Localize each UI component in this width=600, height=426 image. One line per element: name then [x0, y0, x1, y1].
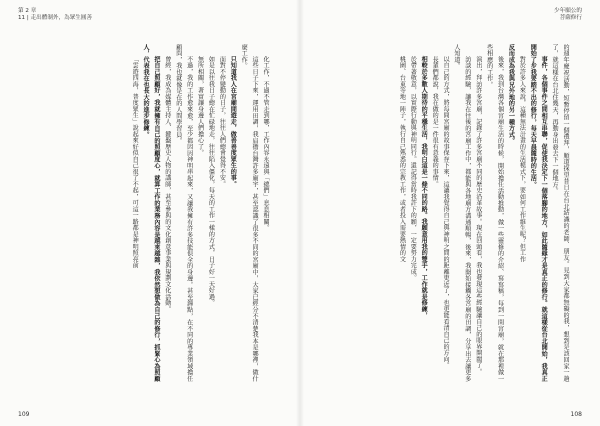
page-number-left: 109: [18, 411, 30, 418]
paragraph: 的週年慶祝活動，短暫停留一個禮拜，順道探望昔日在台北結識的老師、朋友。見到大家都無礙的我，想到是該回家一趟了，就這樣在台北住幾天，再動身出發去下一個地方。: [551, 44, 569, 382]
book-title: 少年願公的: [554, 8, 582, 14]
paragraph-emphasis: 相較於多數人期待的平穩生活，我明白這是一條不同的路。我願意用我的雙手，工作就是修練，: [420, 56, 428, 319]
paragraph: 長輩們都說，我在做的是一件很有意義的事情。: [431, 56, 439, 188]
paragraph: 如是以往我日子總在忙碌地走，往往陷入僵化，每天的工作一樣的方式，日子好一天好過。: [207, 56, 215, 307]
right-page: [300, 0, 600, 426]
paragraph: 於帶著敬意，以實際行動與神明同行。還記得當時我許下的願，一定要努力完成。: [409, 56, 417, 282]
paragraph-emphasis: 反而成為我與兄外地的另一種方式。: [507, 44, 515, 144]
running-header-right: [554, 8, 582, 22]
paragraph: 後來，我到台灣各個宮廟生活的時候，開始擔任活動推動，做一些靈修的介紹、寫寫稿，每到一間宮廟，就在那裡做一些相應的工作。: [485, 44, 504, 382]
paragraph: 曾經，我成為媒體主持人、鍵盤歷史人物的講師，甚至參與的文化創意事業與規劃文化活動。: [163, 56, 171, 313]
paragraph: 化工作，不過不管走到哪，工作內容永遠與「總們」息息相關。: [262, 56, 269, 232]
right-page-body: [322, 44, 570, 382]
paragraph: 演出，拜訪許多宮廟，記錄了許多宮廟不同的歷史沿革故事。現在回頭看，我也發現這些經驗讓自己的眼界開闊了。: [474, 56, 482, 375]
paragraph: 「雲遊四海，普度眾生」說起來好似自己很了不起，可這一路都是神明照亮前: [131, 56, 139, 269]
paragraph: 不過，我的工作愈來愈，至少都因因神明串起來，又讓我擁有許多技能俱全的身邊。甚至鐘點，在不同的專業領域擔任顧問，我也就像是在的人間學習員。: [174, 44, 193, 382]
paragraph-emphasis: 把自己照顧好，我就擁有自己的照顧度心，就算工作的業務內容是越來越雜，我依然想做為自己的修行，抓緊心為照顧人，代表我在也長大的進步修練。: [142, 44, 160, 382]
chapter-label: 第 2 章: [18, 8, 37, 14]
paragraph-emphasis: 只知道我人在宮廟間遊走，做善善度眾生的事。: [229, 56, 237, 188]
book-gutter: [296, 0, 304, 426]
paragraph: 桃園、台東等地一陣子，執行自己熟悉的宗教工作，或者投入需要熱情的文: [398, 56, 406, 263]
chapter-subtitle: 11 | 走出體制外，為眾生圓善: [18, 15, 93, 21]
paragraph: 以自己的方式，將每間宮廟的故事保存下來，這讓我覺得自己與神明之間的距離更近了，也更能看清自己的方向。: [442, 56, 450, 369]
page-number-right: 108: [570, 411, 582, 418]
paragraph-emphasis: 事件，各個事件之間相互串聯，促使我決定下一個落腳的地方，如此隨緣才是真正的修行。就這樣從台北開始，我真正開始了步我要踏不出的修行，每天早晨隨時的生活。: [529, 44, 548, 382]
paragraph: 訪談的經驗，讓我在往後的宮廟工作中，都能與各地廟方溝通順暢，後來，我開始接觸各宮廟的田調，分享出去讓更多人知道。: [452, 44, 471, 382]
paragraph: 對於許多人來說，這種無法計畫的生活模式下，要如何工作維生呢？但工作: [518, 56, 526, 263]
running-header-left: [18, 8, 92, 22]
left-page-body: [44, 44, 270, 382]
paragraph: 這些日子下來，運用田調，我肩擔台灣許多廟宇，甚至認識了很多不同的宮廟中，大家已經分不清楚我本是哪裡，做什麼工作。: [240, 44, 259, 382]
paragraph: 無所相關，著實讓身邊人們擔心了。: [196, 56, 204, 157]
book-subtitle: 菩薩修行: [559, 15, 582, 21]
paragraph: 面對不停變動的日子，往往人們總會覺得不安。: [218, 56, 226, 188]
